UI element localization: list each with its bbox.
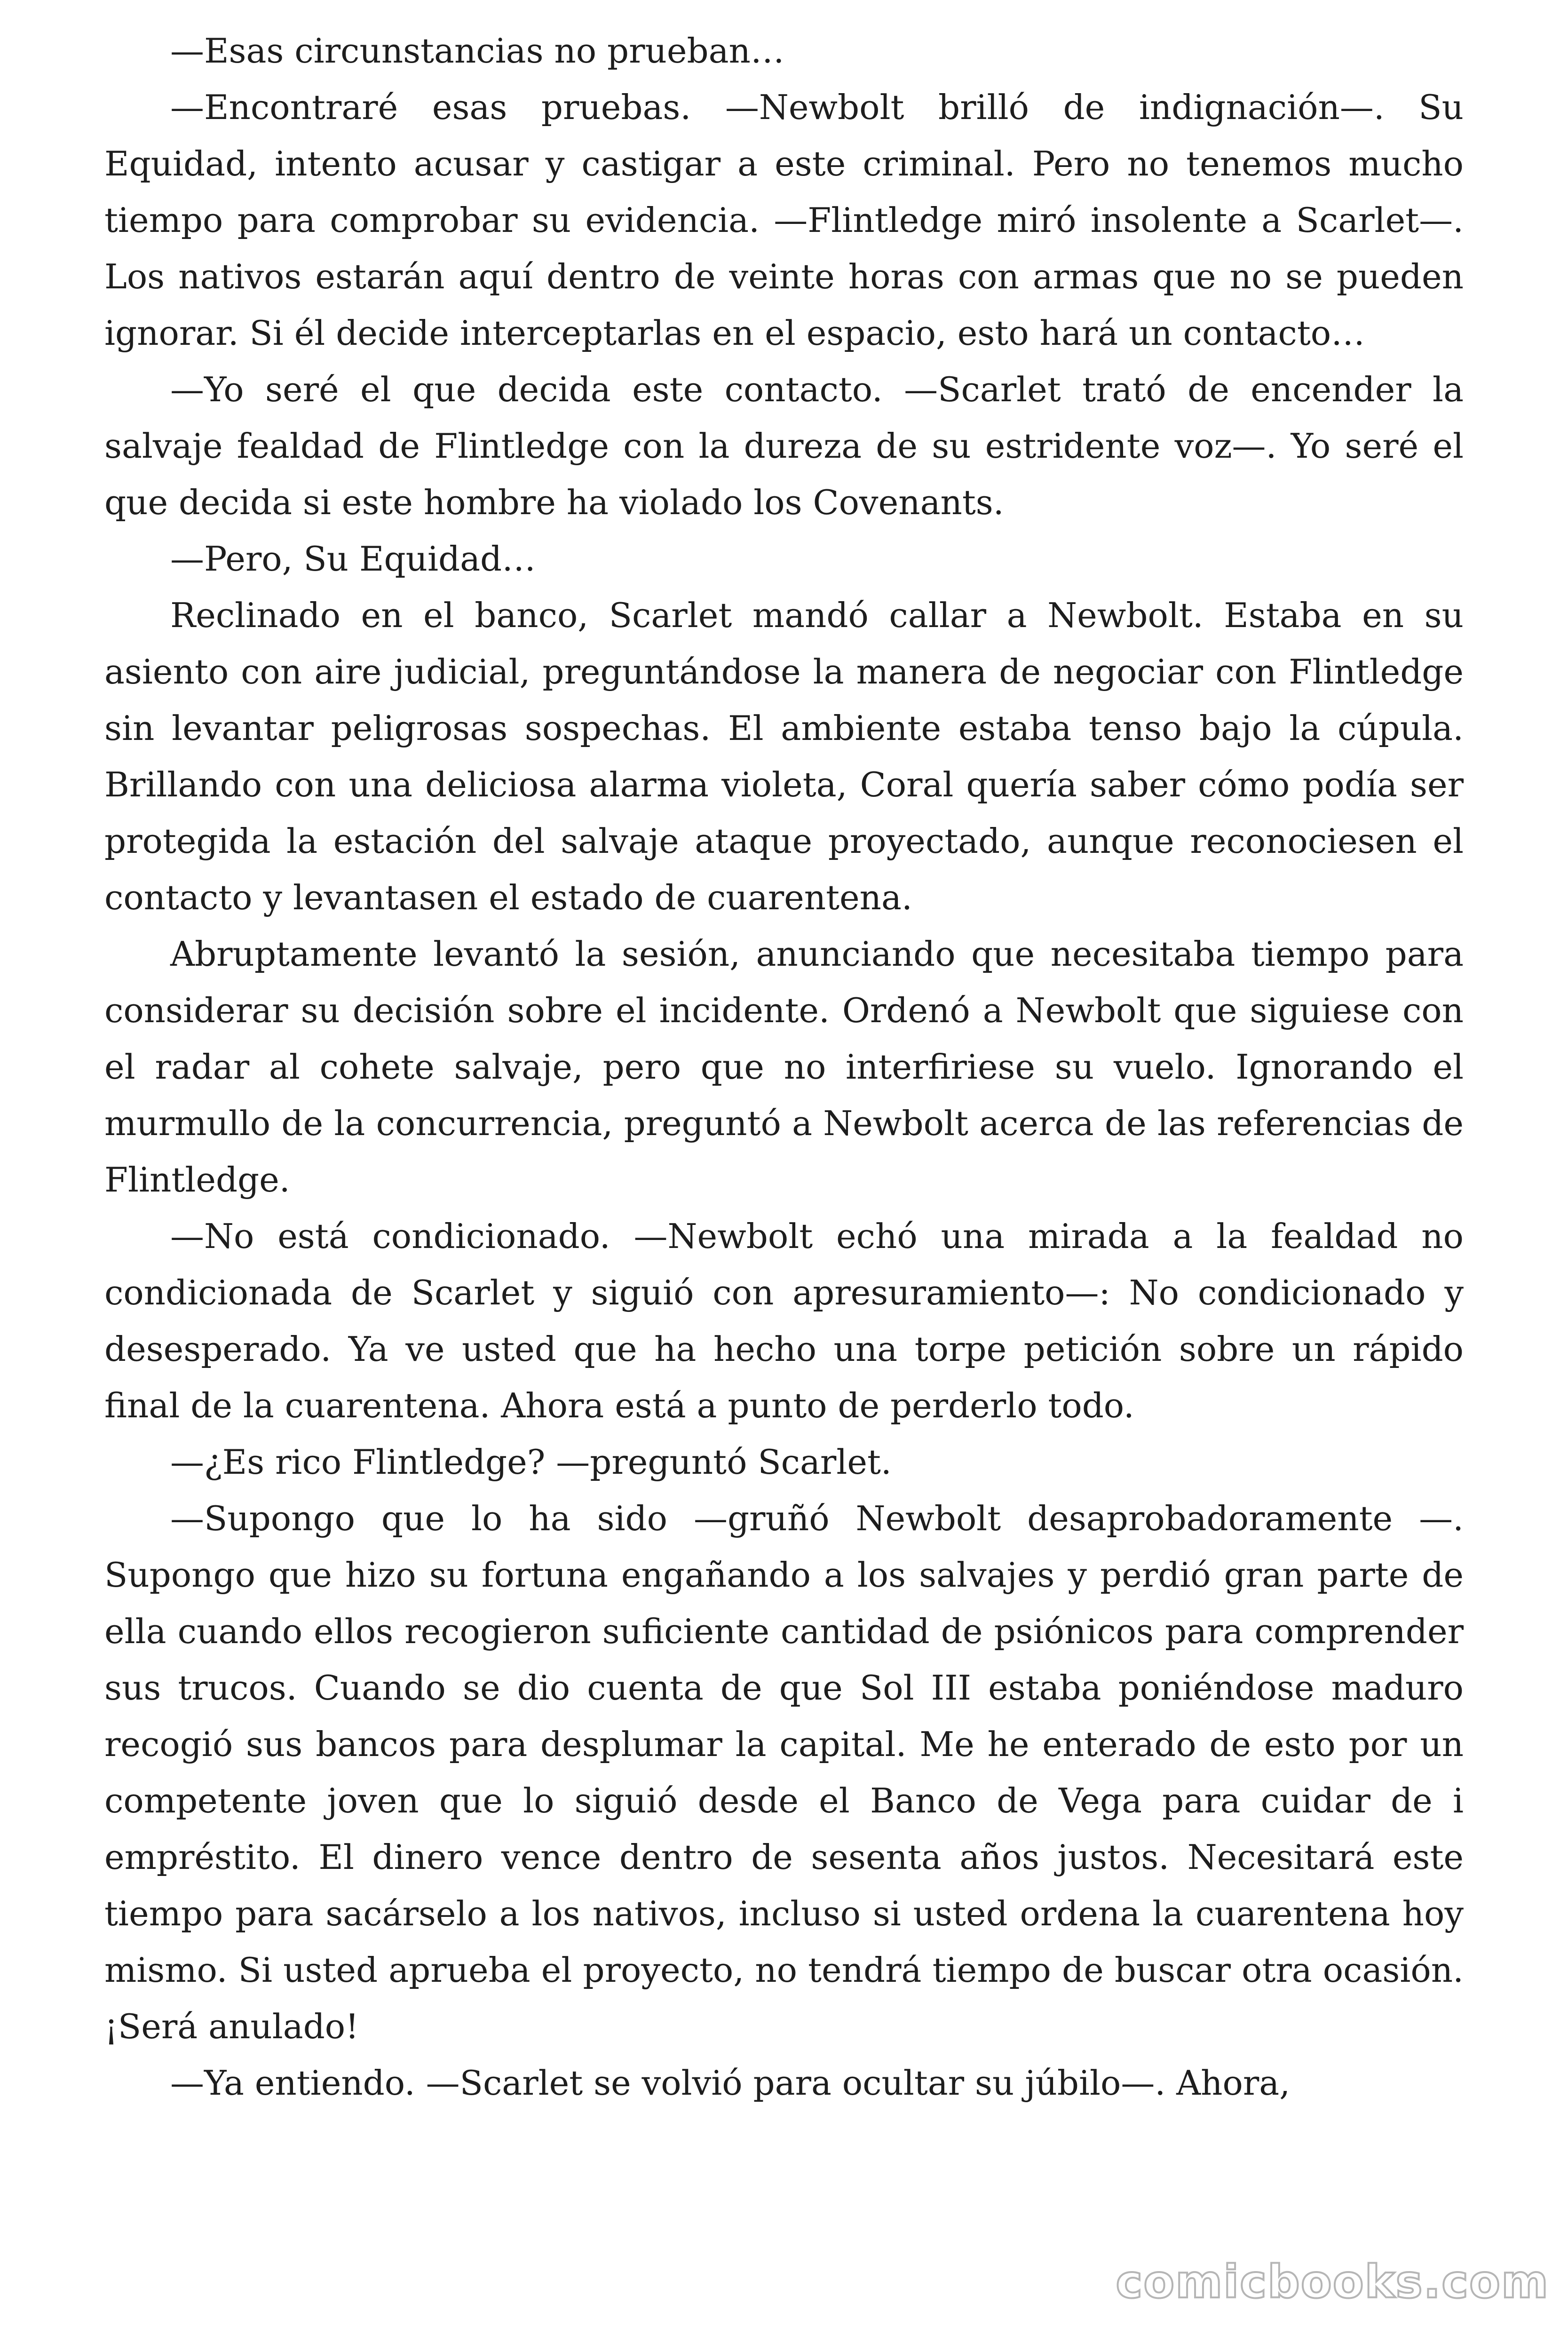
paragraph: —Pero, Su Equidad… (170, 539, 536, 579)
paragraph: —¿Es rico Flintledge? —preguntó Scarlet. (170, 1442, 892, 1482)
paragraph: —Ya entiendo. —Scarlet se volvió para ocultar su júbilo—. Ahora, (170, 2063, 1291, 2103)
paragraph: —Esas circunstancias no prueban… (170, 31, 784, 71)
book-page-text (104, 23, 1464, 2111)
paragraph: Reclinado en el banco, Scarlet mandó callar a Newbolt. Estaba en su asiento con aire judicial, preguntándose la manera de negociar con Flintledge sin levantar peligrosas sospechas. El ambiente estaba tenso bajo la cúpula. Brillando con una deliciosa alarma violeta, Coral quería saber cómo podía ser protegida la estación del salvaje ataque proyectado, aunque reconociesen el contacto y levantasen el estado de cuarentena. (104, 596, 1464, 917)
paragraph: —No está condicionado. —Newbolt echó una mirada a la fealdad no condicionada de Scarlet y siguió con apresuramiento—: No condicionado y desesperado. Ya ve usted que ha hecho una torpe petición sobre un rápido final de la cuarentena. Ahora está a punto de perderlo todo. (104, 1216, 1464, 1425)
paragraph: —Yo seré el que decida este contacto. —Scarlet trató de encender la salvaje fealdad de Flintledge con la dureza de su estridente voz—. Yo seré el que decida si este hombre ha violado los Covenants. (104, 370, 1464, 522)
paragraph: —Supongo que lo ha sido —gruñó Newbolt desaprobadoramente —. Supongo que hizo su fortuna engañando a los salvajes y perdió gran parte de ella cuando ellos recogieron suficiente cantidad de psiónicos para comprender sus trucos. Cuando se dio cuenta de que Sol III estaba poniéndose maduro recogió sus bancos para desplumar la capital. Me he enterado de esto por un competente joven que lo siguió desde el Banco de Vega para cuidar de i empréstito. El dinero vence dentro de sesenta años justos. Necesitará este tiempo para sacárselo a los nativos, incluso si usted ordena la cuarentena hoy mismo. Si usted aprueba el proyecto, no tendrá tiempo de buscar otra ocasión. ¡Será anulado! (104, 1499, 1464, 2046)
paragraph: Abruptamente levantó la sesión, anunciando que necesitaba tiempo para considerar su decisión sobre el incidente. Ordenó a Newbolt que siguiese con el radar al cohete salvaje, pero que no interfiriese su vuelo. Ignorando el murmullo de la concurrencia, preguntó a Newbolt acerca de las referencias de Flintledge. (104, 934, 1464, 1200)
watermark-logo: comicbooks.com (1116, 2256, 1549, 2308)
paragraph: —Encontraré esas pruebas. —Newbolt brilló de indignación—. Su Equidad, intento acusar y castigar a este criminal. Pero no tenemos mucho tiempo para comprobar su evidencia. —Flintledge miró insolente a Scarlet—. Los nativos estarán aquí dentro de veinte horas con armas que no se pueden ignorar. Si él decide interceptarlas en el espacio, esto hará un contacto… (104, 87, 1464, 353)
